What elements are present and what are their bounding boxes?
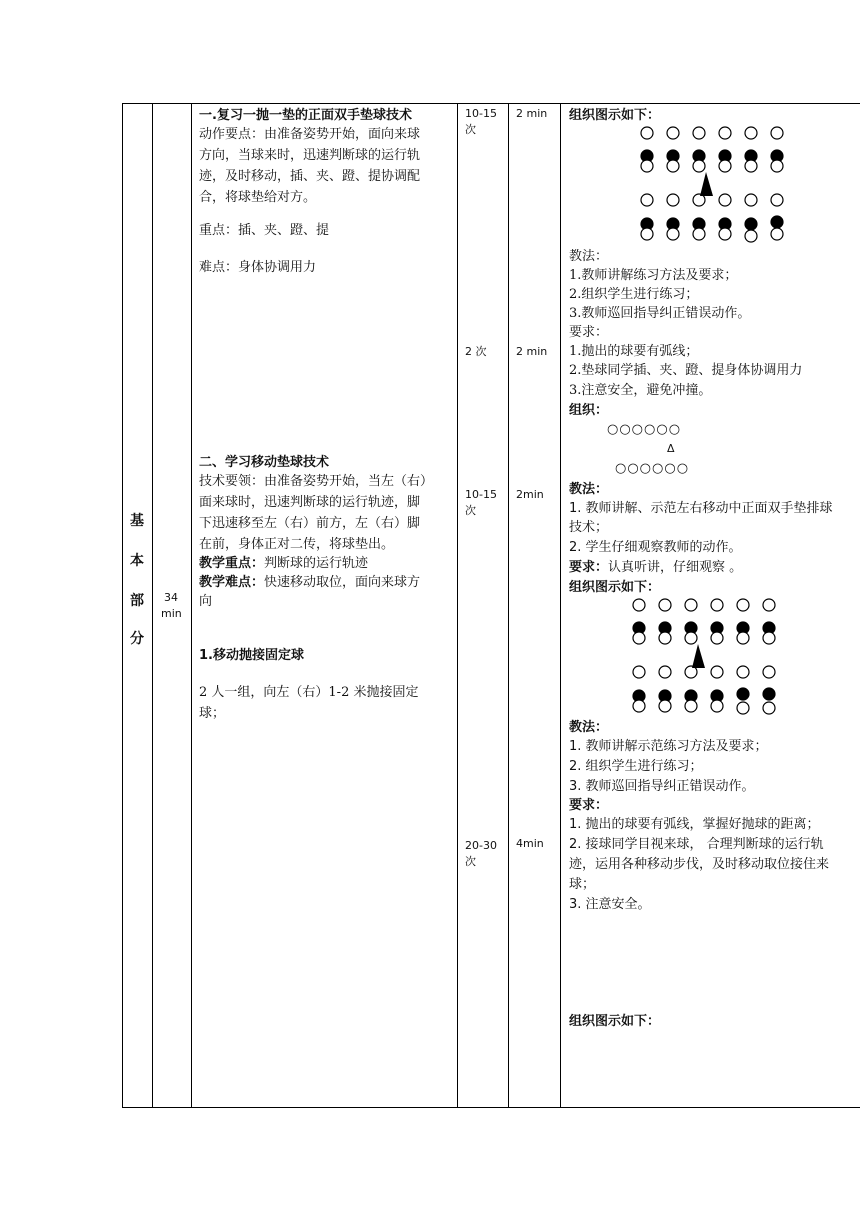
teach-diff-label: 教学难点：	[199, 575, 265, 590]
section-duration: 34	[164, 591, 178, 604]
col-border	[457, 103, 458, 1108]
drill-line: 球；	[199, 706, 226, 721]
part1-title: 一.复习一抛一垫的正面双手垫球技术	[199, 108, 412, 123]
reps-unit: 次	[465, 855, 476, 868]
requirement-line: 迹，运用各种移动步伐，及时移动取位接住来	[569, 857, 830, 872]
part1-line: 方向，当球来时，迅速判断球的运行轨	[199, 148, 421, 163]
organization-column	[561, 104, 860, 1107]
method-label: 教法：	[569, 482, 609, 497]
method-line: 2. 学生仔细观察教师的动作。	[569, 540, 742, 555]
method-line: 3.教师巡回指导纠正错误动作。	[569, 306, 751, 321]
method-label: 教法：	[569, 249, 609, 264]
col-border	[508, 103, 509, 1108]
formation-diagram-2	[625, 598, 785, 718]
part2-line: 下迅速移至左（右）前方，左（右）脚	[199, 516, 421, 531]
requirement-line: 2. 接球同学目视来球， 合理判断球的运行轨	[569, 837, 824, 852]
time-value: 4min	[516, 837, 544, 850]
section-label-char: 基	[130, 513, 144, 529]
col-border	[122, 103, 123, 1108]
circle-row: ○○○○○○	[615, 461, 690, 476]
requirement-line: 3.注意安全，避免冲撞。	[569, 383, 712, 398]
method-line: 1. 教师讲解、示范左右移动中正面双手垫排球	[569, 501, 833, 516]
time-value: 2 min	[516, 107, 548, 120]
circle-row: ○○○○○○	[607, 422, 682, 437]
requirement-line: 3. 注意安全。	[569, 897, 651, 912]
method-line: 1.教师讲解练习方法及要求；	[569, 268, 738, 283]
reps-unit: 次	[465, 504, 476, 517]
requirement-label: 要求：	[569, 560, 609, 575]
formation-diagram-1	[631, 126, 791, 246]
table-bottom-border	[122, 1107, 860, 1108]
requirement-line: 球；	[569, 877, 596, 892]
drill-line: 2 人一组，向左（右）1-2 米抛接固定	[199, 685, 419, 700]
reps-value: 10-15	[465, 107, 497, 120]
method-line: 技术；	[569, 520, 609, 535]
method-line: 2.组织学生进行练习；	[569, 287, 699, 302]
teach-focus-value: 判断球的运行轨迹	[264, 556, 369, 571]
part2-line: 技术要领：由准备姿势开始，当左（右）	[199, 474, 434, 489]
col-border	[191, 103, 192, 1108]
method-line: 3. 教师巡回指导纠正错误动作。	[569, 779, 755, 794]
drill-title: 1.移动抛接固定球	[199, 648, 304, 663]
teach-focus-label: 教学重点：	[199, 556, 265, 571]
col-border	[152, 103, 153, 1108]
requirement-line: 1.抛出的球要有弧线；	[569, 344, 699, 359]
diagram-title: 组织图示如下：	[569, 1014, 661, 1029]
teacher-triangle: Δ	[667, 442, 675, 455]
section-label-char: 部	[130, 593, 144, 609]
diagram-title: 组织图示如下：	[569, 580, 661, 595]
organization-label: 组织：	[569, 403, 609, 418]
part1-line: 迹，及时移动，插、夹、蹬、提协调配	[199, 169, 421, 184]
difficulty-text: 难点：身体协调用力	[199, 260, 317, 275]
teach-focus-line	[199, 554, 368, 573]
part1-line: 合，将球垫给对方。	[199, 190, 317, 205]
requirement-label: 要求：	[569, 325, 609, 340]
time-value: 2 min	[516, 345, 548, 358]
requirement-line: 2.垫球同学插、夹、蹬、提身体协调用力	[569, 363, 803, 378]
reps-value: 20-30	[465, 839, 497, 852]
part1-line: 动作要点：由准备姿势开始，面向来球	[199, 127, 421, 142]
method-line: 1. 教师讲解示范练习方法及要求；	[569, 739, 768, 754]
requirement-label: 要求：	[569, 798, 609, 813]
teach-diff-line	[199, 573, 420, 592]
reps-unit: 次	[465, 123, 476, 136]
focus-text: 重点：插、夹、蹬、提	[199, 223, 330, 238]
teach-diff-line2: 向	[199, 594, 213, 609]
section-duration-unit: min	[161, 607, 182, 620]
reps-value: 2 次	[465, 345, 487, 358]
part2-line: 面来球时，迅速判断球的运行轨迹，脚	[199, 495, 421, 510]
part2-line: 在前，身体正对二传，将球垫出。	[199, 537, 395, 552]
diagram-title: 组织图示如下：	[569, 108, 661, 123]
time-value: 2min	[516, 488, 544, 501]
part2-title: 二、学习移动垫球技术	[199, 455, 330, 470]
teach-diff-value: 快速移动取位，面向来球方	[264, 575, 421, 590]
section-label-char: 本	[130, 553, 144, 569]
method-line: 2. 组织学生进行练习；	[569, 759, 703, 774]
requirement-line: 1. 抛出的球要有弧线，掌握好抛球的距离；	[569, 817, 820, 832]
method-label: 教法：	[569, 720, 609, 735]
reps-value: 10-15	[465, 488, 497, 501]
requirement-value: 认真听讲，仔细观察 。	[608, 560, 743, 575]
section-label-char: 分	[130, 631, 144, 647]
requirement-line	[569, 558, 742, 577]
